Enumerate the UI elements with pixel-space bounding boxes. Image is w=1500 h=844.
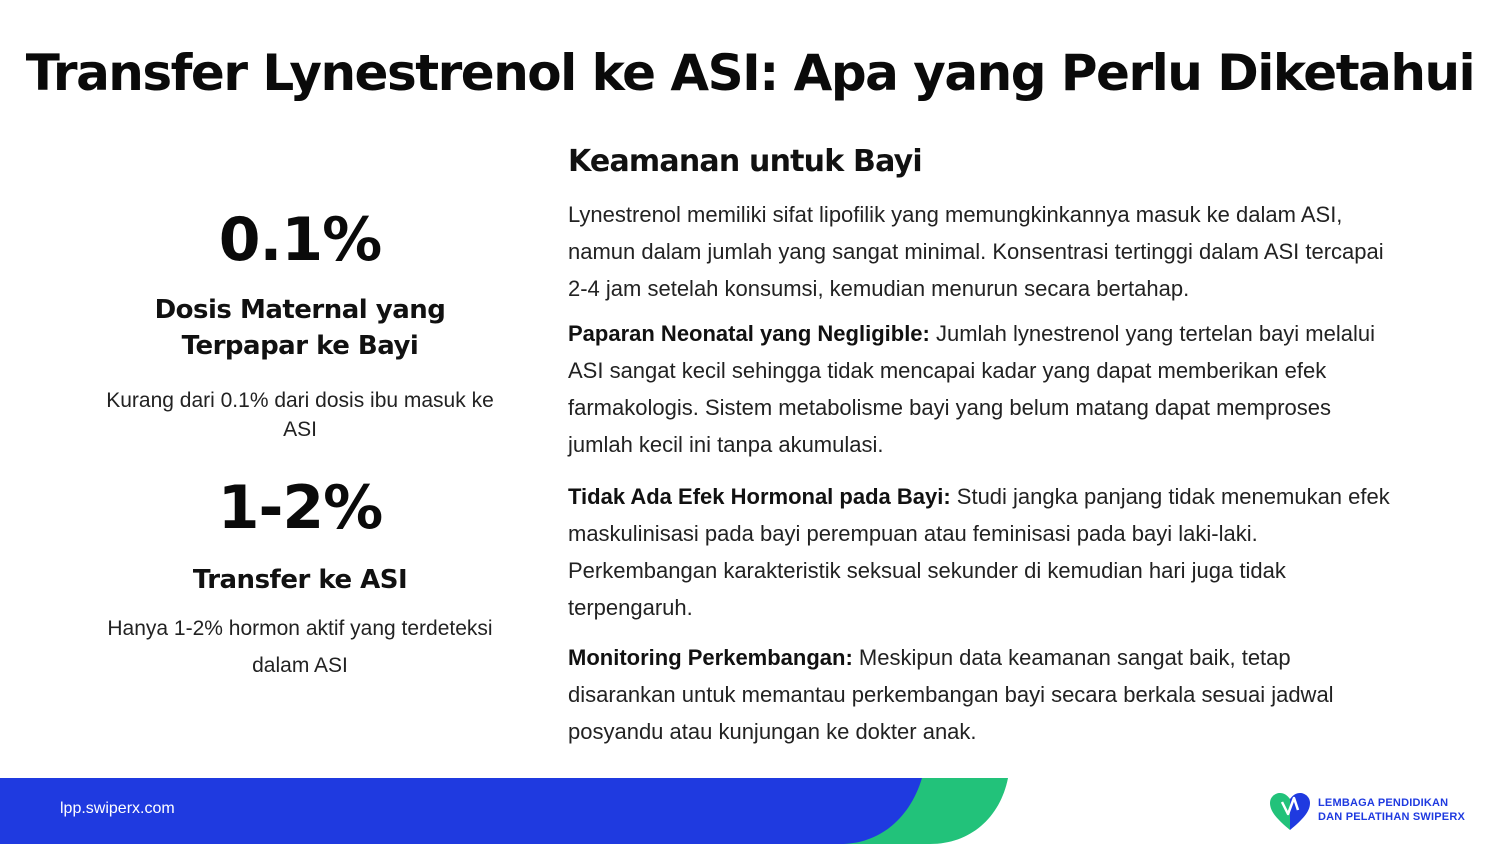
- swiperx-logo: [1268, 790, 1478, 834]
- point-paragraph: [568, 639, 1398, 750]
- point-text: Meskipun data keamanan sangat baik, tetap disarankan untuk memantau perkembangan bayi secara berkala sesuai jadwal posyandu atau kunjungan ke dokter anak.: [568, 645, 1334, 744]
- stat-value: 1-2%: [217, 473, 383, 543]
- logo-line-1: LEMBAGA PENDIDIKAN: [1318, 797, 1449, 809]
- point-term: Paparan Neonatal yang Negligible:: [568, 321, 930, 346]
- logo-text: [1318, 796, 1465, 824]
- heart-logo-icon: [1268, 790, 1312, 834]
- point-paragraph: [568, 478, 1398, 626]
- stat-description: Kurang dari 0.1% dari dosis ibu masuk ke ASI: [106, 389, 494, 441]
- stat-label: Dosis Maternal yang Terpapar ke Bayi: [154, 295, 446, 361]
- stat-value: 0.1%: [218, 205, 382, 275]
- logo-line-2: DAN PELATIHAN SWIPERX: [1318, 811, 1466, 823]
- stat-description: Hanya 1-2% hormon aktif yang terdeteksi dalam ASI: [107, 617, 493, 677]
- section-heading: Keamanan untuk Bayi: [568, 144, 922, 179]
- page-title: Transfer Lynestrenol ke ASI: Apa yang Perlu Diketahui: [25, 44, 1475, 102]
- stat-label: Transfer ke ASI: [192, 565, 408, 595]
- point-paragraph: [568, 315, 1398, 463]
- footer-url-link[interactable]: lpp.swiperx.com: [60, 800, 175, 817]
- content-column: [568, 142, 1398, 758]
- point-text: Studi jangka panjang tidak menemukan efek maskulinisasi pada bayi perempuan atau feminisasi pada bayi laki-laki. Perkembangan karakteristik seksual sekunder di kemudian hari juga tidak terpengaruh.: [568, 484, 1390, 620]
- point-text: Jumlah lynestrenol yang tertelan bayi melalui ASI sangat kecil sehingga tidak mencapai kadar yang dapat memberikan efek farmakologis. Sistem metabolisme bayi yang belum matang dapat memproses jumlah kecil ini tanpa akumulasi.: [568, 321, 1375, 457]
- intro-paragraph: Lynestrenol memiliki sifat lipofilik yang memungkinkannya masuk ke dalam ASI, namun dalam jumlah yang sangat minimal. Konsentrasi tertinggi dalam ASI tercapai 2-4 jam setelah konsumsi, kemudian menurun secara bertahap.: [568, 202, 1384, 301]
- point-term: Monitoring Perkembangan:: [568, 645, 853, 670]
- point-term: Tidak Ada Efek Hormonal pada Bayi:: [568, 484, 951, 509]
